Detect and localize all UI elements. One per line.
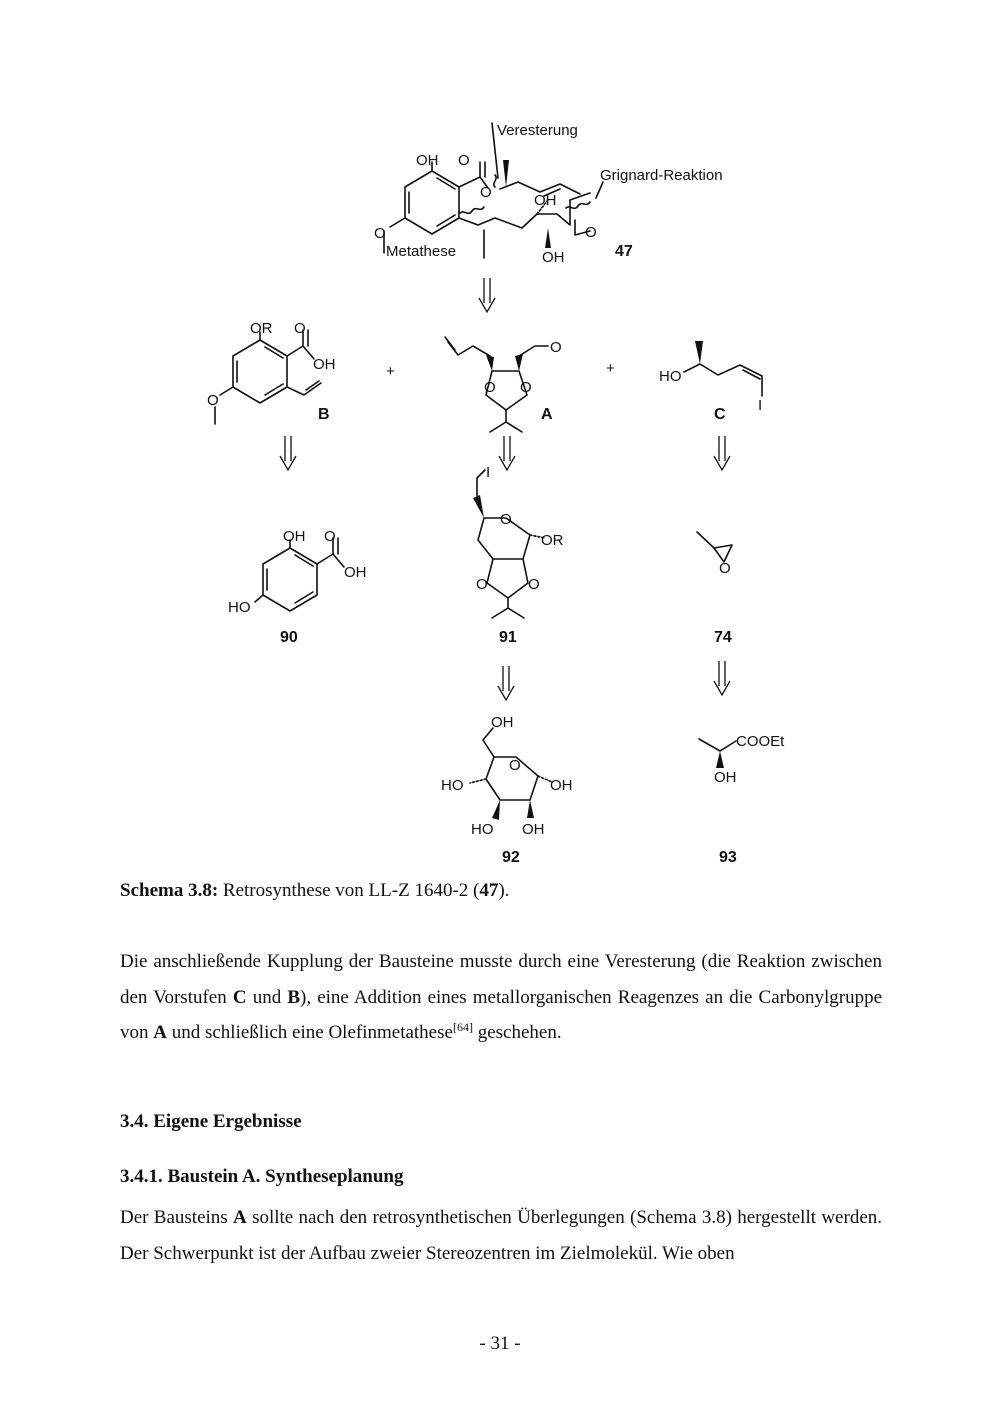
label-i: I [758,397,763,414]
caption-end: ). [498,880,510,901]
label-o: O [550,339,562,356]
label-oh: OH [714,769,737,786]
label-oh: OH [550,777,573,794]
caption-text: Retrosynthese von LL-Z 1640-2 ( [218,880,480,901]
label-o: O [476,576,488,593]
label-oh: OH [534,192,557,209]
label-ho: HO [441,777,464,794]
citation-ref: [64] [452,1020,473,1034]
retro-arrow [479,278,495,312]
bold-run: C [232,986,247,1008]
label-cooet: COOEt [736,733,785,750]
compound-number-93: 93 [719,849,737,866]
label-oh: OH [416,152,439,169]
retro-arrow [498,666,514,700]
label-o: O [719,560,731,577]
compound-letter-C: C [714,406,726,423]
compound-number-91: 91 [499,629,517,646]
label-o: O [585,224,597,241]
label-oh: OH [491,714,514,731]
label-or: OR [541,532,564,549]
text-run: Der Bausteins [120,1207,234,1228]
retro-arrow [714,661,730,695]
label-oh: OH [542,249,565,266]
label-oh: OH [344,564,367,581]
label-o: O [207,392,219,409]
label-grignard-reaktion: Grignard-Reaktion [600,167,723,184]
structure-93 [699,733,785,866]
caption-label: Schema 3.8: [120,880,219,901]
bold-run: A [233,1207,247,1228]
label-o: O [500,511,512,528]
text-run: ), eine Addition eines metallorganischen Reagenzes an die Carbonylgruppe von [120,986,883,1043]
compound-letter-A: A [541,406,553,423]
bold-run: A [153,1022,167,1043]
label-o: O [520,379,532,396]
structure-92 [441,714,573,866]
plus-sign: + [386,363,395,380]
section-heading: 3.4. Eigene Ergebnisse [120,1111,302,1132]
structure-91 [473,464,564,646]
label-oh: OH [283,528,306,545]
compound-number-92: 92 [502,849,520,866]
text-run: sollte nach den retrosynthetischen Überlegungen (Schema 3.8) hergestellt werden. Der Schwerpunkt ist der Aufbau zweier Stereozentren im Zielmolekül. Wie oben [120,1207,882,1264]
structure-B [207,320,336,424]
label-ho: HO [228,599,251,616]
structure-74 [697,532,732,646]
label-o: O [528,576,540,593]
label-o: O [484,379,496,396]
label-o: O [374,225,386,242]
retro-arrow [714,436,730,470]
compound-letter-B: B [318,406,330,423]
label-metathese: Metathese [386,243,457,260]
structure-47 [374,122,723,266]
label-oh: OH [522,821,545,838]
compound-number-74: 74 [714,629,732,646]
label-ho: HO [471,821,494,838]
label-o: O [324,528,336,545]
label-or: OR [250,320,273,337]
text-run: und schließlich eine Olefinmetathese [166,1022,453,1043]
compound-number-47: 47 [615,243,633,260]
label-oh: OH [313,356,336,373]
label-ho: HO [659,368,682,385]
text-run: geschehen. [472,1022,562,1043]
caption-compound: 47 [479,880,499,901]
label-o: O [480,184,492,201]
retro-arrow [280,436,296,470]
label-o: O [509,757,521,774]
label-o: O [294,320,306,337]
structure-C [659,341,762,423]
retro-arrow [499,436,515,470]
label-i: I [486,464,491,481]
label-veresterung: Veresterung [497,122,578,139]
structure-A [445,337,562,432]
compound-number-90: 90 [280,629,298,646]
bold-run: B [287,986,301,1008]
page-number: - 31 - [479,1333,521,1354]
paragraph-coupling [120,944,882,1051]
plus-sign: + [606,360,615,377]
scheme-caption [120,880,509,902]
text-run: Die anschließende Kupplung der Bausteine musste durch eine Veresterung (die Reaktion zwischen den Vorstufen [120,951,882,1008]
text-run: und [246,986,288,1008]
paragraph-planning [120,1200,882,1271]
subsection-heading: 3.4.1. Baustein A. Syntheseplanung [120,1166,404,1187]
structure-90 [228,528,367,646]
label-o: O [458,152,470,169]
